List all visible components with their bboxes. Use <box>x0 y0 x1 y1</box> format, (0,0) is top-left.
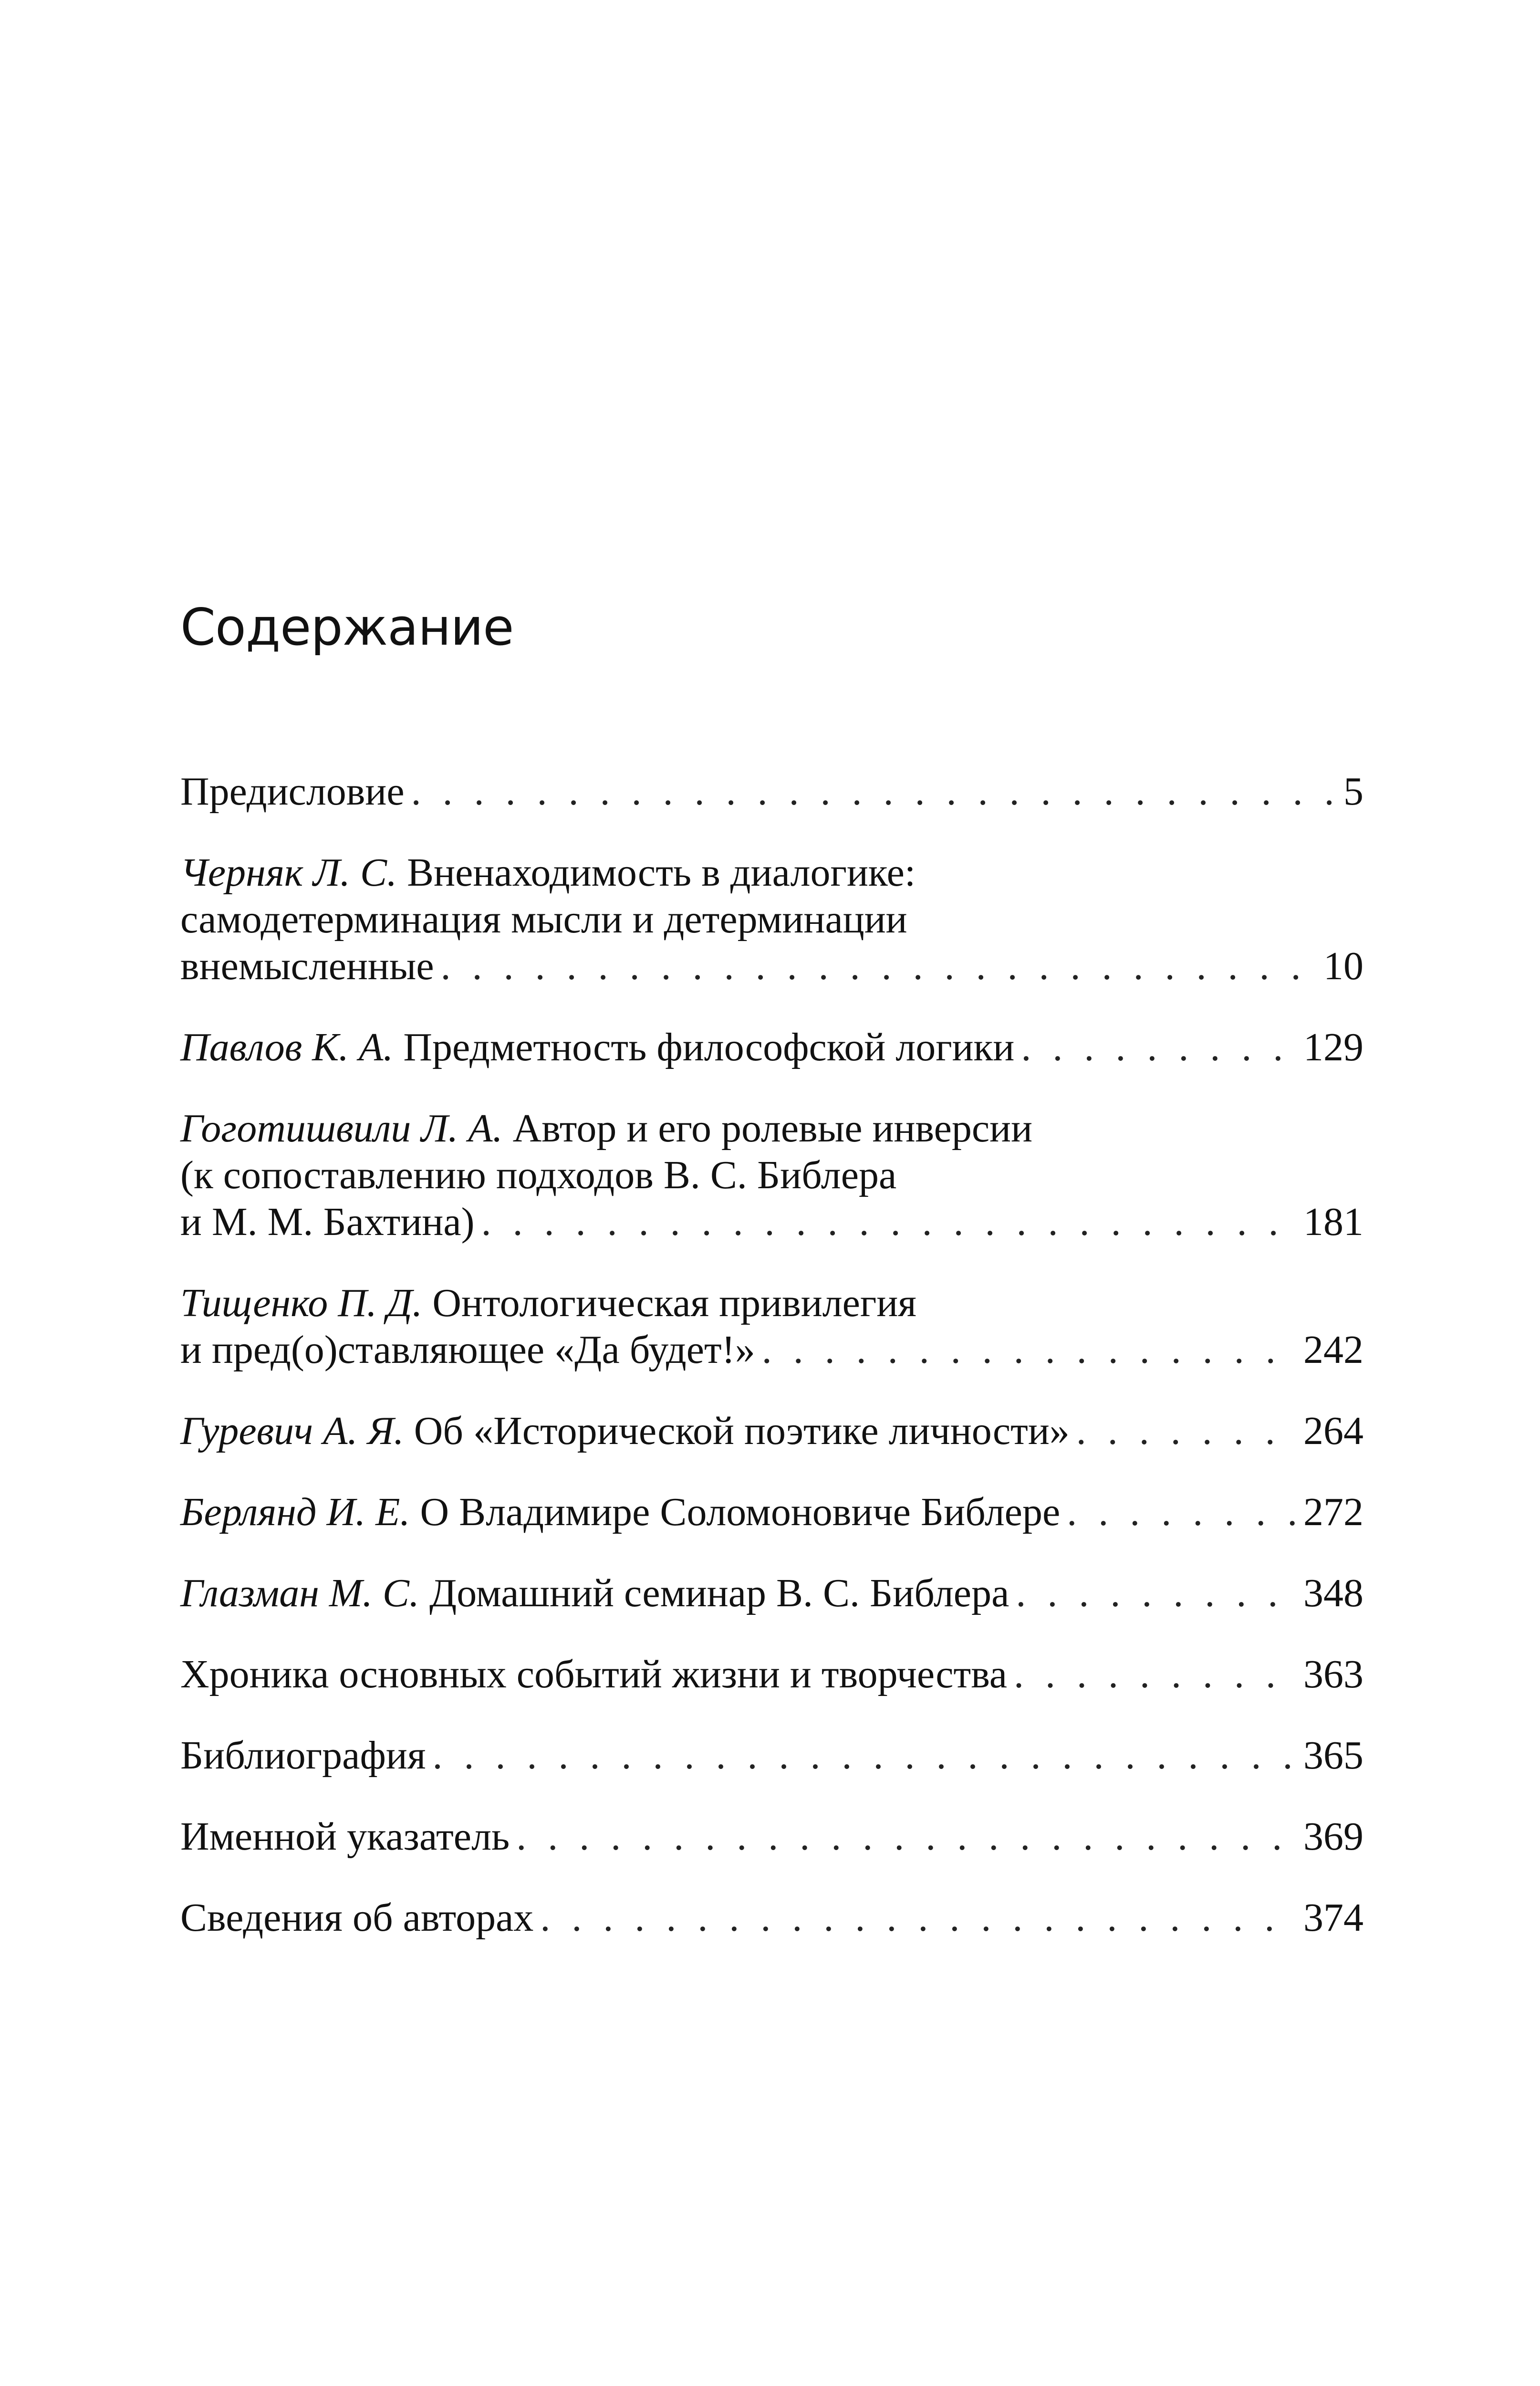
entry-title-continued: самодетерминация мысли и детерминации <box>180 897 907 942</box>
page-number: 369 <box>1303 1814 1363 1859</box>
toc-entry[interactable] <box>180 1813 1363 1860</box>
entry-title-continued: (к сопоставлению подходов В. С. Библера <box>180 1153 897 1197</box>
toc-entry[interactable] <box>180 768 1363 815</box>
entry-title: Предисловие <box>180 769 405 814</box>
toc-line <box>180 1327 1363 1373</box>
page-number: 365 <box>1303 1733 1363 1778</box>
dot-leader <box>1014 1651 1297 1698</box>
dot-leader <box>481 1199 1297 1245</box>
entry-title: Хроника основных событий жизни и творчества <box>180 1652 1008 1696</box>
toc-line <box>180 1894 1363 1941</box>
toc-line <box>180 1408 1363 1455</box>
dot-leader <box>540 1894 1297 1941</box>
entry-author: Берлянд И. Е. <box>180 1490 410 1534</box>
toc-line <box>180 1199 1363 1245</box>
page-number: 272 <box>1303 1490 1363 1534</box>
page-number: 5 <box>1343 769 1363 814</box>
toc-line <box>180 1813 1363 1860</box>
toc-line <box>180 1570 1363 1617</box>
entry-author: Черняк Л. С. <box>180 850 397 895</box>
toc-line <box>180 768 1363 815</box>
toc-line <box>180 1732 1363 1779</box>
page-number: 10 <box>1323 944 1363 988</box>
toc-line <box>180 1105 1363 1152</box>
page-number: 242 <box>1303 1328 1363 1372</box>
entry-author: Глазман М. С. <box>180 1571 419 1615</box>
entry-title: Библиография <box>180 1733 426 1778</box>
table-of-contents <box>180 768 1363 1941</box>
entry-title-continued: и пред(о)ставляющее «Да будет!» <box>180 1328 755 1372</box>
entry-title <box>180 1408 1070 1455</box>
toc-line <box>180 1489 1363 1536</box>
entry-title-continued: и М. М. Бахтина) <box>180 1200 475 1244</box>
entry-title-text: Об «Исторической поэтике личности» <box>414 1409 1070 1453</box>
entry-author: Гоготишвили Л. А. <box>180 1106 503 1151</box>
toc-entry[interactable] <box>180 1732 1363 1779</box>
dot-leader <box>1021 1024 1297 1071</box>
entry-author: Гуревич А. Я. <box>180 1409 404 1453</box>
toc-line <box>180 1651 1363 1698</box>
dot-leader <box>411 768 1337 815</box>
toc-entry[interactable] <box>180 1651 1363 1698</box>
toc-line <box>180 943 1363 990</box>
entry-title-text: Домашний семинар В. С. Библера <box>429 1571 1009 1615</box>
dot-leader <box>432 1732 1297 1779</box>
toc-entry[interactable] <box>180 1570 1363 1617</box>
dot-leader <box>516 1813 1297 1860</box>
toc-entry[interactable] <box>180 1894 1363 1941</box>
toc-entry[interactable] <box>180 849 1363 990</box>
toc-entry[interactable] <box>180 1489 1363 1536</box>
dot-leader <box>1016 1570 1297 1617</box>
entry-title: Сведения об авторах <box>180 1895 534 1940</box>
dot-leader <box>441 943 1317 990</box>
toc-entry[interactable] <box>180 1105 1363 1245</box>
entry-title-text: Предметность философской логики <box>403 1025 1015 1069</box>
page-number: 129 <box>1303 1025 1363 1069</box>
page-number: 363 <box>1303 1652 1363 1696</box>
entry-title: Онтологическая привилегия <box>432 1281 916 1325</box>
entry-title: Именной указатель <box>180 1814 510 1859</box>
entry-title: Автор и его ролевые инверсии <box>512 1106 1033 1151</box>
entry-title: Вненаходимость в диалогике: <box>407 850 916 895</box>
toc-entry[interactable] <box>180 1280 1363 1373</box>
toc-line <box>180 1024 1363 1071</box>
dot-leader <box>1067 1489 1297 1536</box>
toc-line <box>180 849 1363 896</box>
entry-author: Тищенко П. Д. <box>180 1281 423 1325</box>
page-number: 374 <box>1303 1895 1363 1940</box>
dot-leader <box>762 1327 1297 1373</box>
entry-title-continued: внемысленные <box>180 944 434 988</box>
entry-title <box>180 1024 1014 1071</box>
toc-entry[interactable] <box>180 1024 1363 1071</box>
toc-entry[interactable] <box>180 1408 1363 1455</box>
entry-author: Павлов К. А. <box>180 1025 394 1069</box>
toc-line <box>180 1280 1363 1327</box>
entry-title <box>180 1570 1009 1617</box>
page-title: Содержание <box>180 598 514 657</box>
entry-title-text: О Владимире Соломоновиче Библере <box>420 1490 1061 1534</box>
entry-title <box>180 1489 1060 1536</box>
dot-leader <box>1076 1408 1297 1455</box>
page-number: 264 <box>1303 1409 1363 1453</box>
page-number: 348 <box>1303 1571 1363 1615</box>
page-number: 181 <box>1303 1200 1363 1244</box>
